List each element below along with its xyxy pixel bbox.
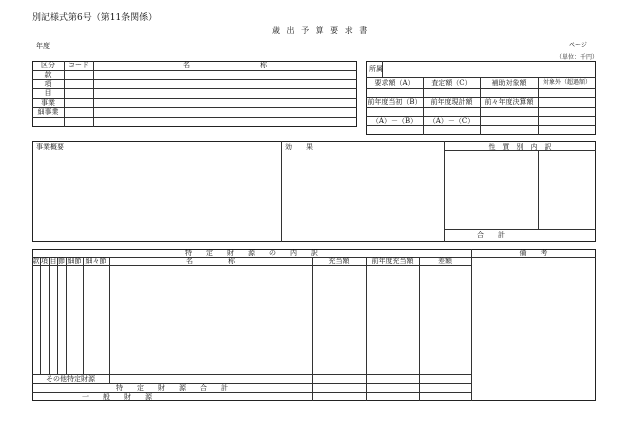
funding-table [32,249,596,401]
funding-title: 特 定 財 源 の 内 訳 [185,249,318,257]
overview-table [32,141,596,242]
col-kubun: 区分 [41,61,55,69]
fiscal-year-label: 年度 [36,42,50,50]
col-kan: 款 [32,257,40,265]
page-label: ページ [569,42,587,49]
row-moku: 目 [44,89,52,97]
koka-label: 効 果 [285,143,313,151]
document-title: 歳 出 予 算 要 求 書 [272,26,370,35]
jigyo-gaiyo-label: 事業概要 [36,143,64,151]
biko-label: 備 考 [519,249,548,257]
col-saisai: 細々節 [85,257,107,265]
row-a-minus-b: （A）－（B） [371,117,418,125]
row-kan: 款 [44,71,52,79]
ippan-zaigen-label: 一 般 財 源 [82,393,152,401]
other-funding-label: その他特定財源 [46,375,95,383]
col-name: 名 称 [186,257,235,265]
seishitsu-label: 性 質 別 内 訳 [488,143,552,151]
row-ko: 項 [44,80,52,88]
row-a-minus-c: （A）－（C） [428,117,475,125]
col-sagaku: 差額 [438,257,452,265]
col-meisho: 名 称 [183,61,267,69]
col-jutou: 充当額 [328,257,350,265]
col-hojo: 補助対象額 [491,79,527,87]
col-ko: 項 [41,257,48,265]
col-code: コード [68,61,89,69]
col-satei: 査定額（C） [431,79,472,87]
col-moku: 目 [49,257,57,265]
col-saimoku: 細節 [67,257,82,265]
gokei-label: 合 計 [477,231,505,239]
tokutei-total-label: 特 定 財 源 合 計 [116,384,228,392]
unit-label: （単位：千円） [556,54,599,61]
row-saijigyo: 細事業 [37,108,59,116]
col-taishogai: 対象外（超過額） [542,79,591,86]
row-zenzen-kessan: 前々年度決算額 [484,98,534,106]
row-jigyo: 事業 [41,99,55,107]
form-reference: 別記様式第6号（第11条関係） [32,13,158,23]
row-zennen-toshoku: 前年度当初（B） [367,98,422,106]
col-setsu: 節 [58,257,65,265]
row-zennen-genkei: 前年度現計額 [430,98,473,106]
shozoku-label: 所属 [369,65,383,73]
col-yokyu: 要求額（A） [374,79,415,87]
col-zennen-jutou: 前年度充当額 [371,257,414,265]
